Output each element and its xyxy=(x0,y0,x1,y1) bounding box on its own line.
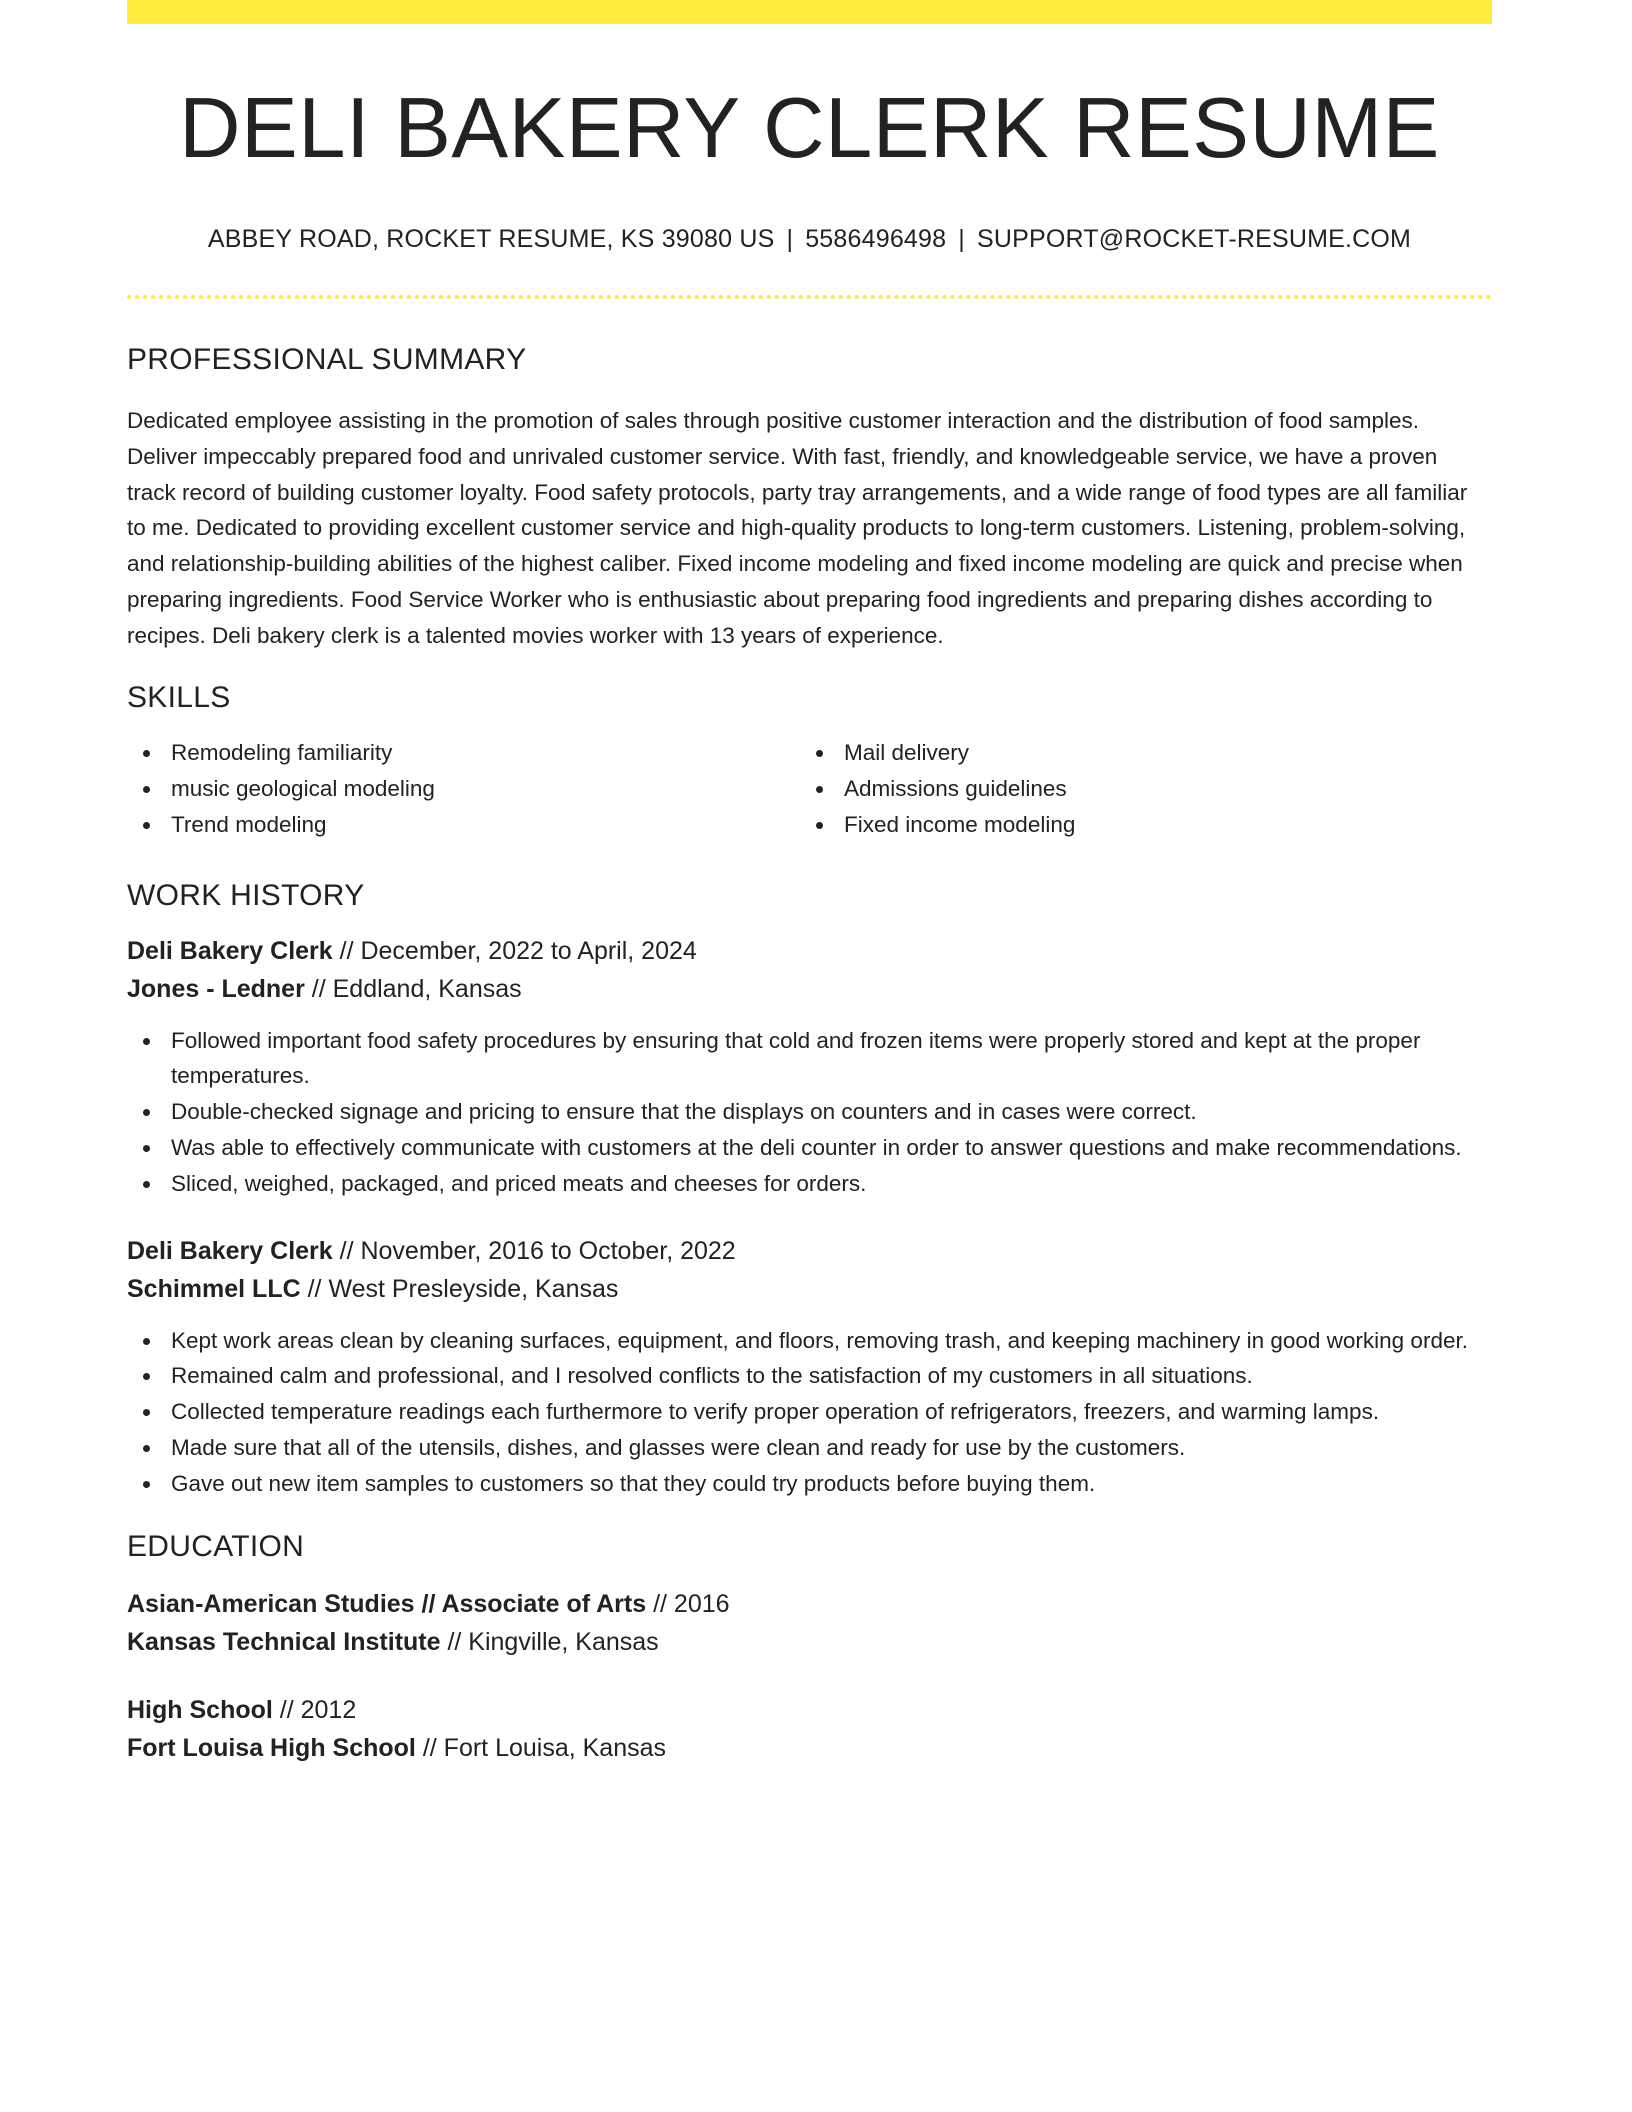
job-bullet: Collected temperature readings each furthermore to verify proper operation of refrigerators, freezers, and warming lamps. xyxy=(127,1394,1492,1430)
top-accent-bar xyxy=(127,0,1492,24)
job-company-line xyxy=(127,1270,1492,1308)
job-bullet: Followed important food safety procedures by ensuring that cold and frozen items were properly stored and kept at the proper temperatures. xyxy=(127,1023,1492,1095)
contact-phone: 5586496498 xyxy=(805,225,947,253)
education-school: Fort Louisa High School xyxy=(127,1733,416,1762)
education-school-line xyxy=(127,1729,1492,1767)
contact-separator: | xyxy=(958,225,965,253)
skill-item: Trend modeling xyxy=(127,807,800,843)
contact-email: SUPPORT@ROCKET-RESUME.COM xyxy=(976,225,1412,253)
resume-page xyxy=(127,0,1492,1767)
job-title-line xyxy=(127,932,1492,970)
job-dates: // December, 2022 to April, 2024 xyxy=(332,936,697,965)
summary-text: Dedicated employee assisting in the promotion of sales through positive customer interaction and the distribution of food samples. Deliver impeccably prepared food and unrivaled customer service. With fast, friendly, and knowledgeable service, we have a proven track record of building customer loyalty. Food safety protocols, party tray arrangements, and a wide range of food types are all familiar to me. Dedicated to providing excellent customer service and high-quality products to long-term customers. Listening, problem-solving, and relationship-building abilities of the highest caliber. Fixed income modeling and fixed income modeling are quick and precise when preparing ingredients. Food Service Worker who is enthusiastic about preparing food ingredients and preparing dishes according to recipes. Deli bakery clerk is a talented movies worker with 13 years of experience. xyxy=(127,408,1468,648)
job-bullet: Made sure that all of the utensils, dishes, and glasses were clean and ready for use by the customers. xyxy=(127,1430,1492,1466)
contact-line xyxy=(127,225,1492,253)
job-title: Deli Bakery Clerk xyxy=(127,936,333,965)
summary-heading: PROFESSIONAL SUMMARY xyxy=(127,343,527,376)
skills-heading: SKILLS xyxy=(127,680,231,714)
job-location: // Eddland, Kansas xyxy=(304,974,522,1003)
job-dates: // November, 2016 to October, 2022 xyxy=(332,1236,736,1265)
education-heading: EDUCATION xyxy=(127,1529,305,1563)
education-degree-line xyxy=(127,1691,1492,1729)
header-divider xyxy=(127,295,1492,299)
job-company: Schimmel LLC xyxy=(127,1274,301,1303)
education-degree: High School xyxy=(127,1695,273,1724)
skill-item: music geological modeling xyxy=(127,771,800,807)
job-company: Jones - Ledner xyxy=(127,974,305,1003)
education-degree-line xyxy=(127,1585,1492,1623)
job-bullet: Remained calm and professional, and I resolved conflicts to the satisfaction of my customers in all situations. xyxy=(127,1358,1492,1394)
work-history-heading: WORK HISTORY xyxy=(127,878,365,912)
education-location: // Fort Louisa, Kansas xyxy=(415,1733,667,1762)
skill-item: Fixed income modeling xyxy=(800,807,1473,843)
job-bullet: Kept work areas clean by cleaning surfaces, equipment, and floors, removing trash, and keeping machinery in good working order. xyxy=(127,1323,1492,1359)
skill-item: Admissions guidelines xyxy=(800,771,1473,807)
job-title-line xyxy=(127,1232,1492,1270)
job-title: Deli Bakery Clerk xyxy=(127,1236,333,1265)
job-location: // West Presleyside, Kansas xyxy=(300,1274,619,1303)
job-bullet: Double-checked signage and pricing to ensure that the displays on counters and in cases were correct. xyxy=(127,1094,1492,1130)
job-bullet: Was able to effectively communicate with customers at the deli counter in order to answer questions and make recommendations. xyxy=(127,1130,1492,1166)
job-entry xyxy=(127,932,1492,1202)
skills-column-left xyxy=(127,735,800,843)
skills-list xyxy=(127,735,1492,843)
education-year: // 2016 xyxy=(646,1589,730,1618)
job-entry xyxy=(127,1232,1492,1502)
resume-title: DELI BAKERY CLERK RESUME xyxy=(179,81,1440,176)
education-school-line xyxy=(127,1623,1492,1661)
education-degree: Asian-American Studies // Associate of Arts xyxy=(127,1589,647,1618)
skill-item: Remodeling familiarity xyxy=(127,735,800,771)
education-year: // 2012 xyxy=(272,1695,357,1724)
job-bullet: Sliced, weighed, packaged, and priced meats and cheeses for orders. xyxy=(127,1166,1492,1202)
skills-column-right xyxy=(800,735,1473,843)
contact-address: ABBEY ROAD, ROCKET RESUME, KS 39080 US xyxy=(207,225,775,253)
job-bullets xyxy=(127,1023,1492,1202)
job-bullet: Gave out new item samples to customers so that they could try products before buying them. xyxy=(127,1466,1492,1502)
job-company-line xyxy=(127,970,1492,1008)
skill-item: Mail delivery xyxy=(800,735,1473,771)
contact-separator: | xyxy=(786,225,794,253)
education-location: // Kingville, Kansas xyxy=(440,1627,659,1656)
education-school: Kansas Technical Institute xyxy=(127,1627,441,1656)
education-entry xyxy=(127,1585,1492,1661)
education-entry xyxy=(127,1691,1492,1767)
job-bullets xyxy=(127,1323,1492,1502)
